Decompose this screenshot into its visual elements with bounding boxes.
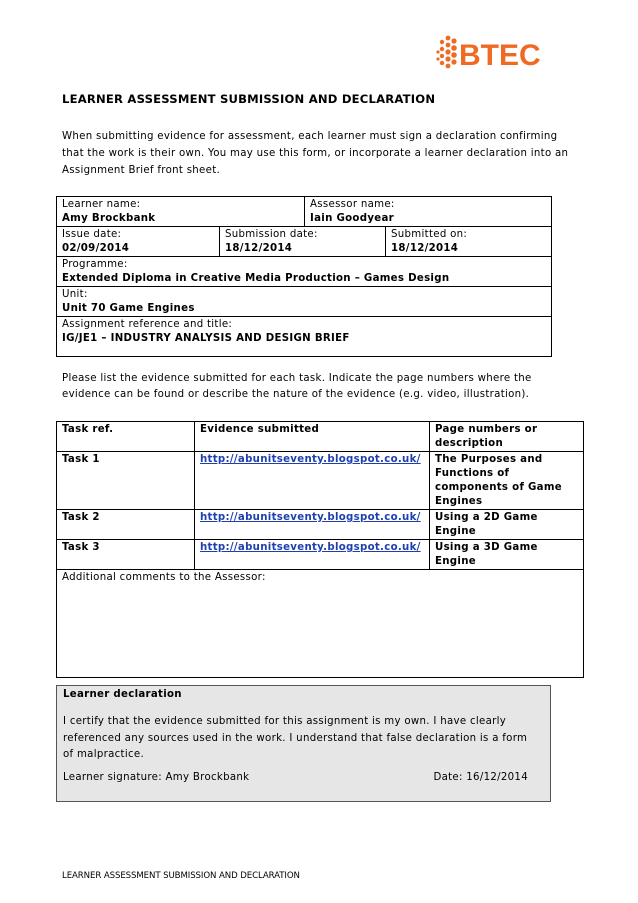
assessor-name-label: Assessor name: [310,199,395,210]
declaration-date: Date: 16/12/2014 [433,772,528,783]
programme-cell [57,257,552,287]
submitted-on-value: 18/12/2014 [391,243,459,254]
learner-name-cell [57,197,305,227]
submission-date-value: 18/12/2014 [225,243,293,254]
page-footer: LEARNER ASSESSMENT SUBMISSION AND DECLARATION [62,871,300,881]
evidence-instructions: Please list the evidence submitted for each task. Indicate the page numbers where the evidence can be found or describe the nature of the evidence (e.g. video, illustration). [62,373,532,400]
table-row [57,452,584,510]
programme-label: Programme: [62,259,128,270]
learner-name-label: Learner name: [62,199,141,210]
learner-declaration-box [56,685,551,802]
additional-comments[interactable] [57,570,584,678]
issue-date-value: 02/09/2014 [62,243,130,254]
declaration-text: I certify that the evidence submitted for this assignment is my own. I have clearly referenced any sources used in the work. I understand that false declaration is a form of malpractice. [63,716,528,760]
btec-logo-text: BTEC [459,39,541,72]
learner-signature: Learner signature: Amy Brockbank [63,772,250,783]
submission-date-label: Submission date: [225,229,318,240]
evidence-cell-1 [195,452,430,510]
unit-label: Unit: [62,289,88,300]
assignment-label: Assignment reference and title: [62,319,233,330]
evidence-link-3[interactable]: http://abunitseventy.blogspot.co.uk/ [200,542,421,553]
learner-name-value: Amy Brockbank [62,213,156,224]
btec-logo-mark [436,32,556,76]
page-title: LEARNER ASSESSMENT SUBMISSION AND DECLARATION [62,92,436,106]
header-task-ref: Task ref. [57,422,195,452]
submitted-on-cell [386,227,552,257]
table-row [57,510,584,540]
assignment-cell [57,317,552,357]
evidence-link-1[interactable]: http://abunitseventy.blogspot.co.uk/ [200,454,421,465]
header-evidence: Evidence submitted [195,422,430,452]
evidence-cell-3 [195,540,430,570]
description-1: The Purposes and Functions of components of Game Engines [430,452,584,510]
issue-date-cell [57,227,220,257]
assignment-value: IG/JE1 – INDUSTRY ANALYSIS AND DESIGN BRIEF [62,333,350,344]
evidence-header-row [57,422,584,452]
description-2: Using a 2D Game Engine [430,510,584,540]
header-page-numbers: Page numbers or description [430,422,584,452]
additional-comments-label: Additional comments to the Assessor: [62,572,266,583]
table-row [57,540,584,570]
task-ref-1: Task 1 [57,452,195,510]
evidence-table [56,421,584,678]
description-3: Using a 3D Game Engine [430,540,584,570]
intro-paragraph: When submitting evidence for assessment, each learner must sign a declaration confirming that the work is their own. You may use this form, or incorporate a learner declaration into an Assignment Brief front sheet. [62,131,569,176]
submission-date-cell [220,227,386,257]
btec-logo [436,32,556,76]
unit-value: Unit 70 Game Engines [62,303,195,314]
task-ref-3: Task 3 [57,540,195,570]
programme-value: Extended Diploma in Creative Media Production – Games Design [62,273,450,284]
unit-cell [57,287,552,317]
evidence-link-2[interactable]: http://abunitseventy.blogspot.co.uk/ [200,512,421,523]
task-ref-2: Task 2 [57,510,195,540]
issue-date-label: Issue date: [62,229,122,240]
assessor-name-cell [305,197,552,227]
evidence-cell-2 [195,510,430,540]
submitted-on-label: Submitted on: [391,229,468,240]
assessor-name-value: Iain Goodyear [310,213,394,224]
details-table [56,196,552,357]
declaration-heading: Learner declaration [63,689,182,700]
